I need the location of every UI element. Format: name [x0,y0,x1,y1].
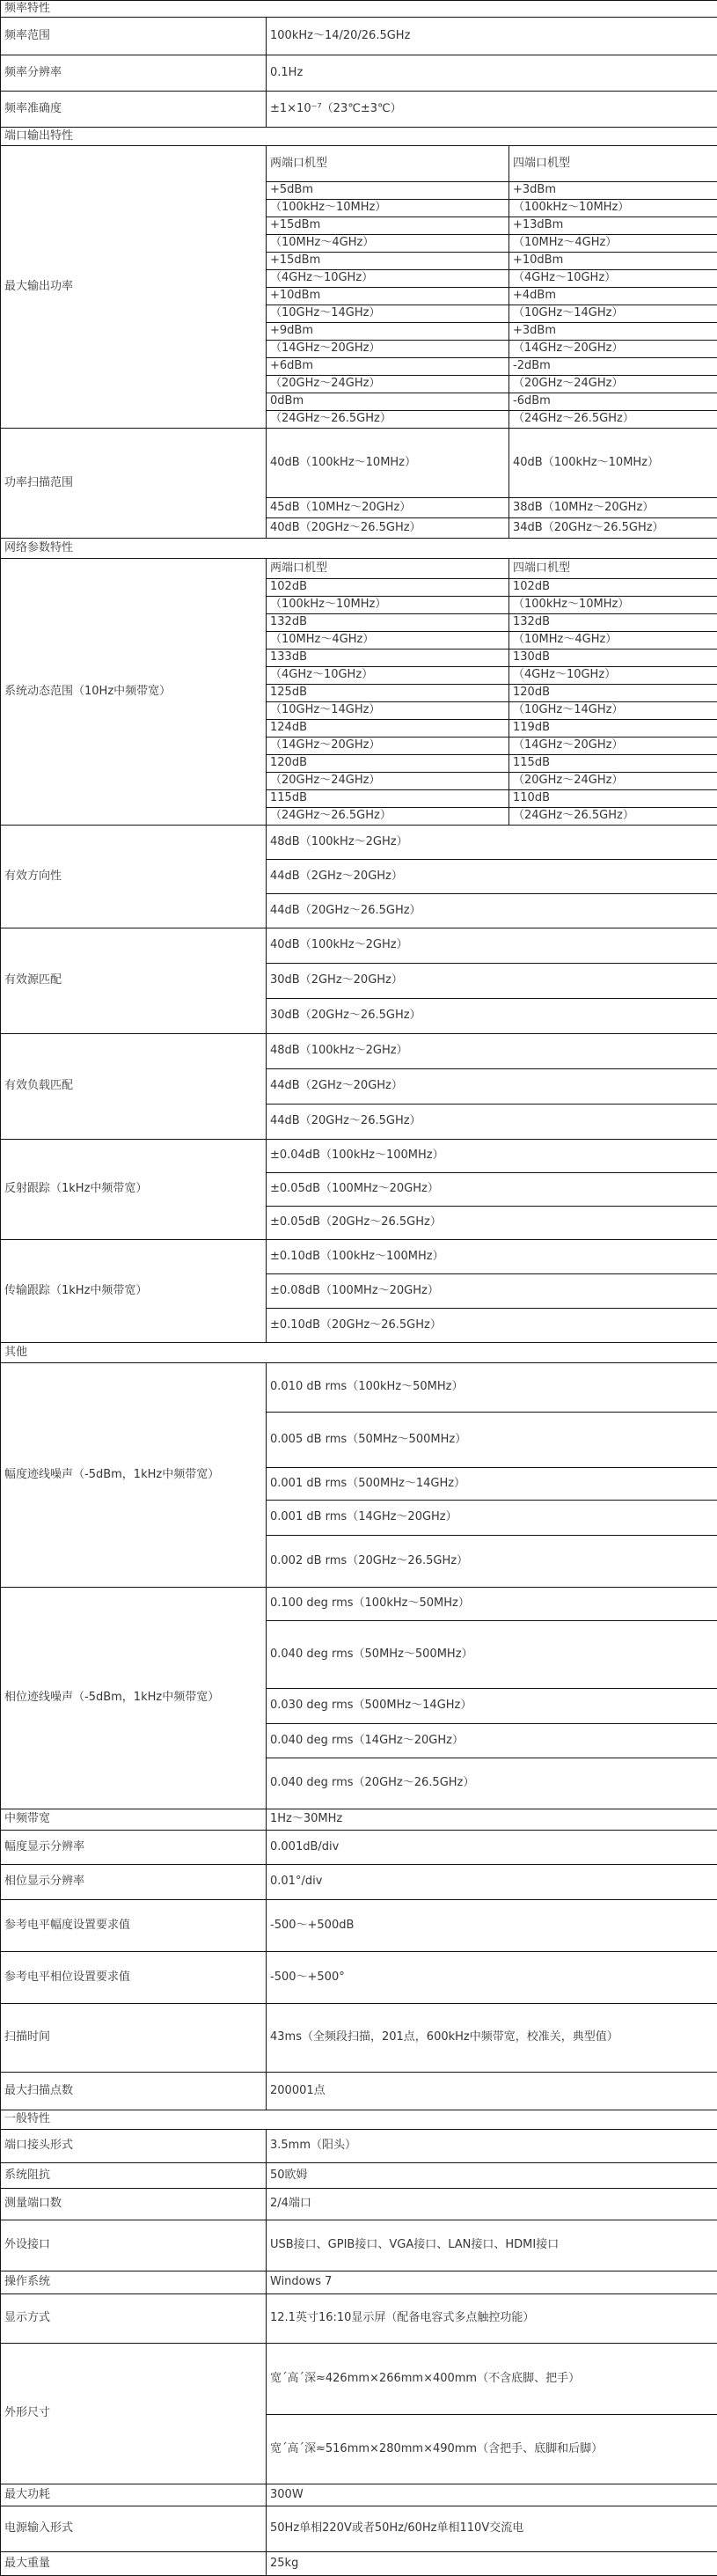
spec-value-cell-four-port: 40dB（100kHz～10MHz） [509,429,717,498]
section-title: 一般特性 [1,2110,717,2130]
section-header-row [1,539,717,559]
spec-label-cell: 相位迹线噪声（-5dBm，1kHz中频带宽） [1,1588,267,1809]
spec-label-cell: 幅度显示分辨率 [1,1831,267,1865]
spec-value-cell: 0.040 deg rms（50MHz～500MHz） [267,1621,717,1689]
spec-sub-row [1,1240,717,1274]
spec-row [1,2073,717,2110]
spec-label-cell: 频率准确度 [1,92,267,128]
spec-row [1,1952,717,2004]
spec-value-cell: 2/4端口 [267,2189,717,2220]
spec-label-cell: 有效负载匹配 [1,1034,267,1140]
spec-row [1,1831,717,1865]
spec-value-cell-two-port: +10dBm [267,288,509,305]
spec-value-cell-two-port: （20GHz～24GHz） [267,376,509,393]
spec-row [1,2271,717,2294]
spec-value-cell-two-port: （10MHz～4GHz） [267,632,509,650]
spec-value-cell-two-port: （10GHz～14GHz） [267,305,509,323]
spec-value-cell: ±0.10dB（20GHz～26.5GHz） [267,1309,717,1343]
spec-label-cell: 反射跟踪（1kHz中频带宽） [1,1140,267,1240]
spec-label-cell: 传输跟踪（1kHz中频带宽） [1,1240,267,1343]
spec-value-cell-four-port: （10GHz～14GHz） [509,702,717,720]
spec-value-cell-two-port: 40dB（100kHz～10MHz） [267,429,509,498]
spec-value-cell-four-port: （100kHz～10MHz） [509,200,717,217]
spec-label-cell: 有效源匹配 [1,928,267,1034]
spec-value-cell-four-port: -6dBm [509,393,717,411]
spec-row [1,2189,717,2220]
spec-label-cell: 频率范围 [1,18,267,55]
spec-row [1,2004,717,2073]
section-title: 其他 [1,1343,717,1363]
spec-value-cell: Windows 7 [267,2271,717,2294]
spec-value-cell: 0.030 deg rms（500MHz～14GHz） [267,1689,717,1724]
section-header-row [1,2110,717,2130]
spec-label-cell: 操作系统 [1,2271,267,2294]
spec-label-cell: 参考电平相位设置要求值 [1,1952,267,2004]
spec-value-cell-four-port: +10dBm [509,253,717,270]
spec-row [1,1865,717,1900]
spec-value-cell-two-port: 45dB（10MHz～20GHz） [267,498,509,518]
spec-value-cell: 3.5mm（阳头） [267,2130,717,2163]
spec-value-cell-two-port: +15dBm [267,217,509,235]
spec-label-cell: 外形尺寸 [1,2344,267,2484]
spec-value-cell: ±0.08dB（100MHz～20GHz） [267,1274,717,1309]
spec-value-cell: 44dB（20GHz～26.5GHz） [267,1105,717,1140]
section-title: 网络参数特性 [1,539,717,559]
spec-value-cell-four-port: （24GHz～26.5GHz） [509,411,717,429]
spec-sub-row [1,1363,717,1413]
spec-value-cell: USB接口、GPIB接口、VGA接口、LAN接口、HDMI接口 [267,2220,717,2271]
spec-value-cell: 宽´高´深≈516mm×280mm×490mm（含把手、底脚和后脚） [267,2415,717,2484]
spec-value-cell-two-port: 124dB [267,720,509,738]
spec-value-cell-four-port: +13dBm [509,217,717,235]
spec-value-cell-two-port: （24GHz～26.5GHz） [267,808,509,826]
spec-label-cell: 显示方式 [1,2294,267,2344]
spec-label-cell: 端口接头形式 [1,2130,267,2163]
spec-value-cell: 0.005 dB rms（50MHz～500MHz） [267,1413,717,1468]
spec-value-cell-two-port: +15dBm [267,253,509,270]
spec-value-cell-four-port: （4GHz～10GHz） [509,667,717,685]
spec-label-cell: 测量端口数 [1,2189,267,2220]
section-title: 端口输出特性 [1,128,717,146]
spec-label-cell: 幅度迹线噪声（-5dBm，1kHz中频带宽） [1,1363,267,1588]
spec-value-cell-two-port: 102dB [267,579,509,597]
spec-label-cell: 参考电平幅度设置要求值 [1,1900,267,1952]
spec-value-cell-two-port: （100kHz～10MHz） [267,597,509,614]
spec-value-cell-two-port: （20GHz～24GHz） [267,773,509,790]
spec-value-cell-four-port: （14GHz～20GHz） [509,341,717,358]
spec-label-cell: 外设接口 [1,2220,267,2271]
spec-value-cell-four-port: 110dB [509,790,717,808]
spec-value-cell-two-port: 132dB [267,614,509,632]
spec-value-cell: 30dB（2GHz～20GHz） [267,964,717,999]
spec-label-cell: 系统阻抗 [1,2163,267,2189]
spec-value-cell: ±1×10⁻⁷（23℃±3℃） [267,92,717,128]
spec-value-cell-four-port: （24GHz～26.5GHz） [509,808,717,826]
spec-value-cell-two-port: （10GHz～14GHz） [267,702,509,720]
spec-row [1,2130,717,2163]
spec-value-cell: 44dB（2GHz～20GHz） [267,860,717,894]
spec-value-cell-two-port: 0dBm [267,393,509,411]
spec-label-cell: 相位显示分辨率 [1,1865,267,1900]
spec-value-cell-four-port: （4GHz～10GHz） [509,270,717,288]
spec-value-cell: 48dB（100kHz～2GHz） [267,1034,717,1069]
spec-value-cell: 0.100 deg rms（100kHz～50MHz） [267,1588,717,1621]
spec-label-cell: 最大输出功率 [1,146,267,429]
spec-value-cell-two-port: 40dB（20GHz～26.5GHz） [267,518,509,539]
spec-row [1,2220,717,2271]
spec-value-cell: 43ms（全频段扫描，201点，600kHz中频带宽，校准关，典型值） [267,2004,717,2073]
spec-value-cell: 48dB（100kHz～2GHz） [267,826,717,860]
spec-row [1,55,717,92]
spec-value-cell: 200001点 [267,2073,717,2110]
spec-value-cell-two-port: +5dBm [267,182,509,200]
spec-value-cell-two-port: （24GHz～26.5GHz） [267,411,509,429]
spec-value-cell-four-port: +3dBm [509,182,717,200]
spec-sub-row [1,2344,717,2415]
section-header-row [1,128,717,146]
spec-sub-row [1,1140,717,1173]
spec-value-cell: 0.1Hz [267,55,717,92]
spec-value-cell: 50Hz单相220V或者50Hz/60Hz单相110V交流电 [267,2506,717,2552]
spec-row [1,2163,717,2189]
spec-row [1,18,717,55]
spec-value-cell-four-port: （20GHz～24GHz） [509,376,717,393]
spec-value-cell-four-port: （20GHz～24GHz） [509,773,717,790]
section-title: 频率特性 [1,1,717,18]
spec-value-cell: ±0.10dB（100kHz～100MHz） [267,1240,717,1274]
spec-value-cell-four-port: -2dBm [509,358,717,376]
spec-value-cell-four-port: （14GHz～20GHz） [509,738,717,755]
spec-row [1,92,717,128]
spec-value-cell: ±0.04dB（100kHz～100MHz） [267,1140,717,1173]
spec-label-cell: 有效方向性 [1,826,267,928]
spec-value-cell: 0.001 dB rms（14GHz～20GHz） [267,1501,717,1536]
spec-value-cell: 1Hz～30MHz [267,1809,717,1831]
spec-value-cell-two-port: （14GHz～20GHz） [267,341,509,358]
spec-sub-row [1,826,717,860]
spec-sub-row [1,928,717,964]
spec-value-cell: 25kg [267,2552,717,2576]
spec-value-cell-two-port: （14GHz～20GHz） [267,738,509,755]
spec-label-cell: 功率扫描范围 [1,429,267,539]
spec-value-cell-four-port: （10GHz～14GHz） [509,305,717,323]
spec-value-cell: 300W [267,2484,717,2506]
spec-value-cell-two-port: （4GHz～10GHz） [267,667,509,685]
spec-sub-row [1,1034,717,1069]
spec-value-cell: 50欧姆 [267,2163,717,2189]
spec-row [1,1809,717,1831]
spec-value-cell-two-port: （100kHz～10MHz） [267,200,509,217]
spec-value-cell: 12.1英寸16:10显示屏（配备电容式多点触控功能） [267,2294,717,2344]
spec-value-cell-four-port: 四端口机型 [509,146,717,182]
spec-value-cell-two-port: （4GHz～10GHz） [267,270,509,288]
spec-value-cell: 宽´高´深≈426mm×266mm×400mm（不含底脚、把手） [267,2344,717,2415]
spec-label-cell: 最大功耗 [1,2484,267,2506]
spec-value-cell-four-port: +4dBm [509,288,717,305]
spec-row [1,2294,717,2344]
spec-value-cell-four-port: （10MHz～4GHz） [509,632,717,650]
spec-value-cell-four-port: 130dB [509,650,717,667]
spec-label-cell: 最大重量 [1,2552,267,2576]
spec-value-cell: ±0.05dB（100MHz～20GHz） [267,1173,717,1207]
spec-label-cell: 频率分辨率 [1,55,267,92]
spec-value-cell-four-port: 115dB [509,755,717,773]
spec-sub-row [1,429,717,498]
spec-value-cell: 100kHz～14/20/26.5GHz [267,18,717,55]
spec-label-cell: 电源输入形式 [1,2506,267,2552]
spec-value-cell-four-port: 38dB（10MHz～20GHz） [509,498,717,518]
spec-label-cell: 中频带宽 [1,1809,267,1831]
spec-value-cell-four-port: 132dB [509,614,717,632]
spec-value-cell-two-port: 两端口机型 [267,559,509,579]
spec-value-cell-four-port: 四端口机型 [509,559,717,579]
spec-value-cell: 0.002 dB rms（20GHz～26.5GHz） [267,1536,717,1588]
spec-value-cell-two-port: +6dBm [267,358,509,376]
spec-value-cell: 44dB（2GHz～20GHz） [267,1069,717,1105]
spec-sub-row [1,146,717,182]
spec-row [1,2506,717,2552]
spec-value-cell-four-port: 120dB [509,685,717,702]
spec-sub-row [1,1588,717,1621]
spec-row [1,2484,717,2506]
spec-value-cell: 0.001 dB rms（500MHz～14GHz） [267,1468,717,1501]
spec-row [1,2552,717,2576]
spec-value-cell-four-port: 102dB [509,579,717,597]
section-header-row [1,1,717,18]
spec-value-cell-four-port: 34dB（20GHz～26.5GHz） [509,518,717,539]
spec-value-cell-two-port: 120dB [267,755,509,773]
spec-value-cell: 40dB（100kHz～2GHz） [267,928,717,964]
spec-value-cell-four-port: 119dB [509,720,717,738]
spec-value-cell-four-port: （100kHz～10MHz） [509,597,717,614]
spec-value-cell-two-port: +9dBm [267,323,509,341]
spec-value-cell: 0.040 deg rms（14GHz～20GHz） [267,1724,717,1758]
spec-value-cell-two-port: 115dB [267,790,509,808]
section-header-row [1,1343,717,1363]
spec-value-cell: ±0.05dB（20GHz～26.5GHz） [267,1207,717,1240]
spec-value-cell: -500～+500dB [267,1900,717,1952]
spec-value-cell-two-port: 133dB [267,650,509,667]
spec-value-cell: 0.040 deg rms（20GHz～26.5GHz） [267,1758,717,1809]
spec-row [1,1900,717,1952]
spec-value-cell-two-port: 125dB [267,685,509,702]
spec-value-cell: 0.010 dB rms（100kHz～50MHz） [267,1363,717,1413]
spec-label-cell: 系统动态范围（10Hz中频带宽） [1,559,267,826]
spec-value-cell-four-port: （10MHz～4GHz） [509,235,717,253]
spec-value-cell: 30dB（20GHz～26.5GHz） [267,999,717,1034]
spec-label-cell: 最大扫描点数 [1,2073,267,2110]
spec-value-cell: 0.01°/div [267,1865,717,1900]
spec-value-cell-two-port: 两端口机型 [267,146,509,182]
spec-value-cell: 44dB（20GHz～26.5GHz） [267,894,717,928]
spec-value-cell: 0.001dB/div [267,1831,717,1865]
spec-label-cell: 扫描时间 [1,2004,267,2073]
spec-table-body [1,1,717,2576]
spec-value-cell-four-port: +3dBm [509,323,717,341]
spec-value-cell: -500～+500° [267,1952,717,2004]
spec-sub-row [1,559,717,579]
spec-value-cell-two-port: （10MHz～4GHz） [267,235,509,253]
